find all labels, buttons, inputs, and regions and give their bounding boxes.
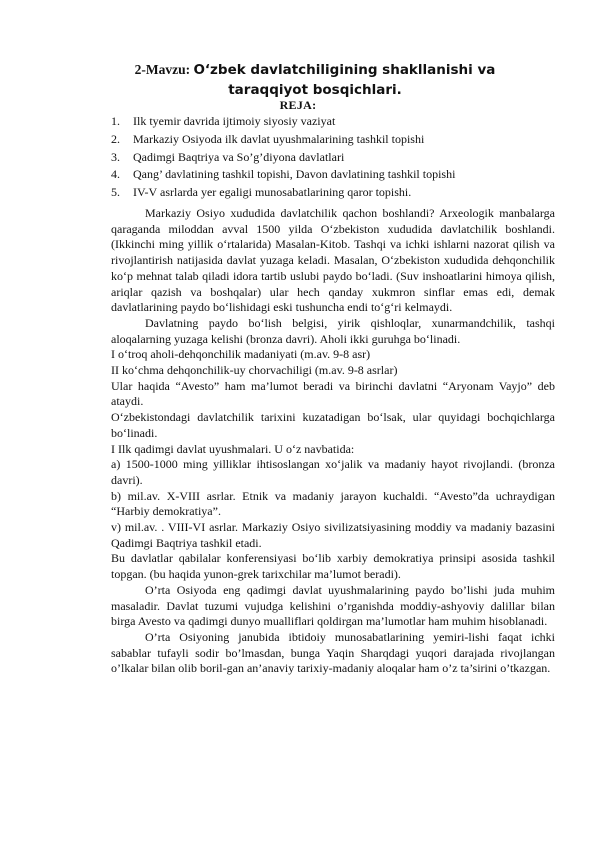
plan-item-number: 3. [111,149,120,164]
body-paragraph: I Ilk qadimgi davlat uyushmalari. U o‘z navbatida: [111,441,355,456]
plan-item [111,184,551,202]
body-paragraph: Davlatning paydo bo‘lish belgisi, yirik qishloqlar, xunarmandchilik, tashqi aloqalarning yuzaga kelishi (bronza davri). Aholi ikki guruhga bo‘linadi. [111,315,555,346]
plan-item-text: Qadimgi Baqtriya va So’g’diyona davlatlari [133,149,345,164]
body-paragraph: v) mil.av. . VIII-VI asrlar. Markaziy Osiyo sivilizatsiyasining moddiy va madaniy bazasini Qadimgi Baqtriya tashkil etadi. [111,520,555,550]
plan-item [111,149,551,167]
title-text: O‘zbek davlatchiligining shakllanishi va taraqqiyot bosqichlari. [193,62,496,98]
plan-item-number: 5. [111,185,120,200]
plan-item-text: Qang’ davlatining tashkil topishi, Davon davlatining tashkil topishi [133,167,456,182]
plan-heading: REJA: [279,98,317,112]
body-paragraph: O’rta Osiyoda eng qadimgi davlat uyushmalarining paydo bo’lishi juda muhim masaladir. Davlat tuzumi vujudga kelishini o’rganishda moddiy-ashyoviy dalillar bilan birga Avesto va qadimgi dunyo mualliflari qoldirgan ma’lumotlar ham muhim hisoblanadi. [111,582,555,629]
plan-item-text: Markaziy Osiyoda ilk davlat uyushmalarining tashkil topishi [133,131,425,146]
plan-item-text: IV-V asrlarda yer egaligi munosabatlarining qaror topishi. [133,185,412,200]
body-paragraph: O‘zbekistondagi davlatchilik tarixini kuzatadigan bo‘lsak, ular quyidagi bochqichlarga bo‘linadi. [111,410,555,440]
plan-item [111,166,551,184]
plan-list [111,113,551,202]
body-paragraph: b) mil.av. X-VIII asrlar. Etnik va madaniy jarayon kuchaldi. “Avesto”da uchraydigan “Harbiy demokratiya”. [111,488,555,519]
body-paragraph: Ular haqida “Avesto” ham ma’lumot beradi va birinchi davlatni “Aryonam Vayjo” deb ataydi. [111,378,555,409]
plan-item [111,131,551,149]
body-paragraph: O’rta Osiyoning janubida ibtidoiy munosabatlarining yemiri-lishi faqat ichki sabablar tufayli sodir bo’lmasdan, bunga Yaqin Sharqdagi yuqori darajada rivojlangan o’lkalar bilan olib boril-gan an’anaviy tarixiy-madaniy aloqalar ham o’z ta’sirini o’tkazgan. [111,629,555,676]
body-paragraph: I o‘troq aholi-dehqonchilik madaniyati (m.av. 9-8 asr) [111,347,371,362]
body-paragraph: Bu davlatlar qabilalar konferensiyasi bo‘lib xarbiy demokratiya prinsipi asosida tashkil topgan. (bu haqida yunon-grek tarixchilar ma’lumot beradi). [111,551,555,582]
title-topic-number: 2-Mavzu: [134,62,191,77]
plan-item [111,113,551,131]
body-paragraph: Markaziy Osiyo xududida davlatchilik qachon boshlandi? Arxeologik manbalarga qaraganda miloddan avval 1500 yilda O‘zbekiston xududida davlatchilik boshlandi. (Ikkinchi ming yillik o‘rtalarida) Masalan-Kitob. Tashqi va ichki ishlarni nazorat qilish va rivojlantirish natijasida davlat yuzaga keladi. Masalan, O‘zbekiston xududida dehqonchilik ko‘p mehnat talab qiladi idora tartib uslubi paydo bo‘ladi. (Suv inshoatlarini himoya qilish, ariqlar qazish va boshqalar) ular hech qanday xukmron sinflar emas edi, demak davlatlarining paydo bo‘lishidagi eski tushuncha endi to‘g‘ri kelmaydi. [111,206,555,315]
document-title [95,60,535,100]
plan-item-number: 1. [111,114,120,128]
plan-item-text: Ilk tyemir davrida ijtimoiy siyosiy vaziyat [133,114,336,128]
document-body [111,206,555,677]
body-paragraph: a) 1500-1000 ming yilliklar ihtisoslangan xo‘jalik va madaniy hayot rivojlandi. (bronza davri). [111,457,555,487]
plan-item-number: 4. [111,167,120,182]
plan-item-number: 2. [111,131,120,146]
body-paragraph: II ko‘chma dehqonchilik-uy chorvachiligi (m.av. 9-8 asrlar) [111,363,398,378]
